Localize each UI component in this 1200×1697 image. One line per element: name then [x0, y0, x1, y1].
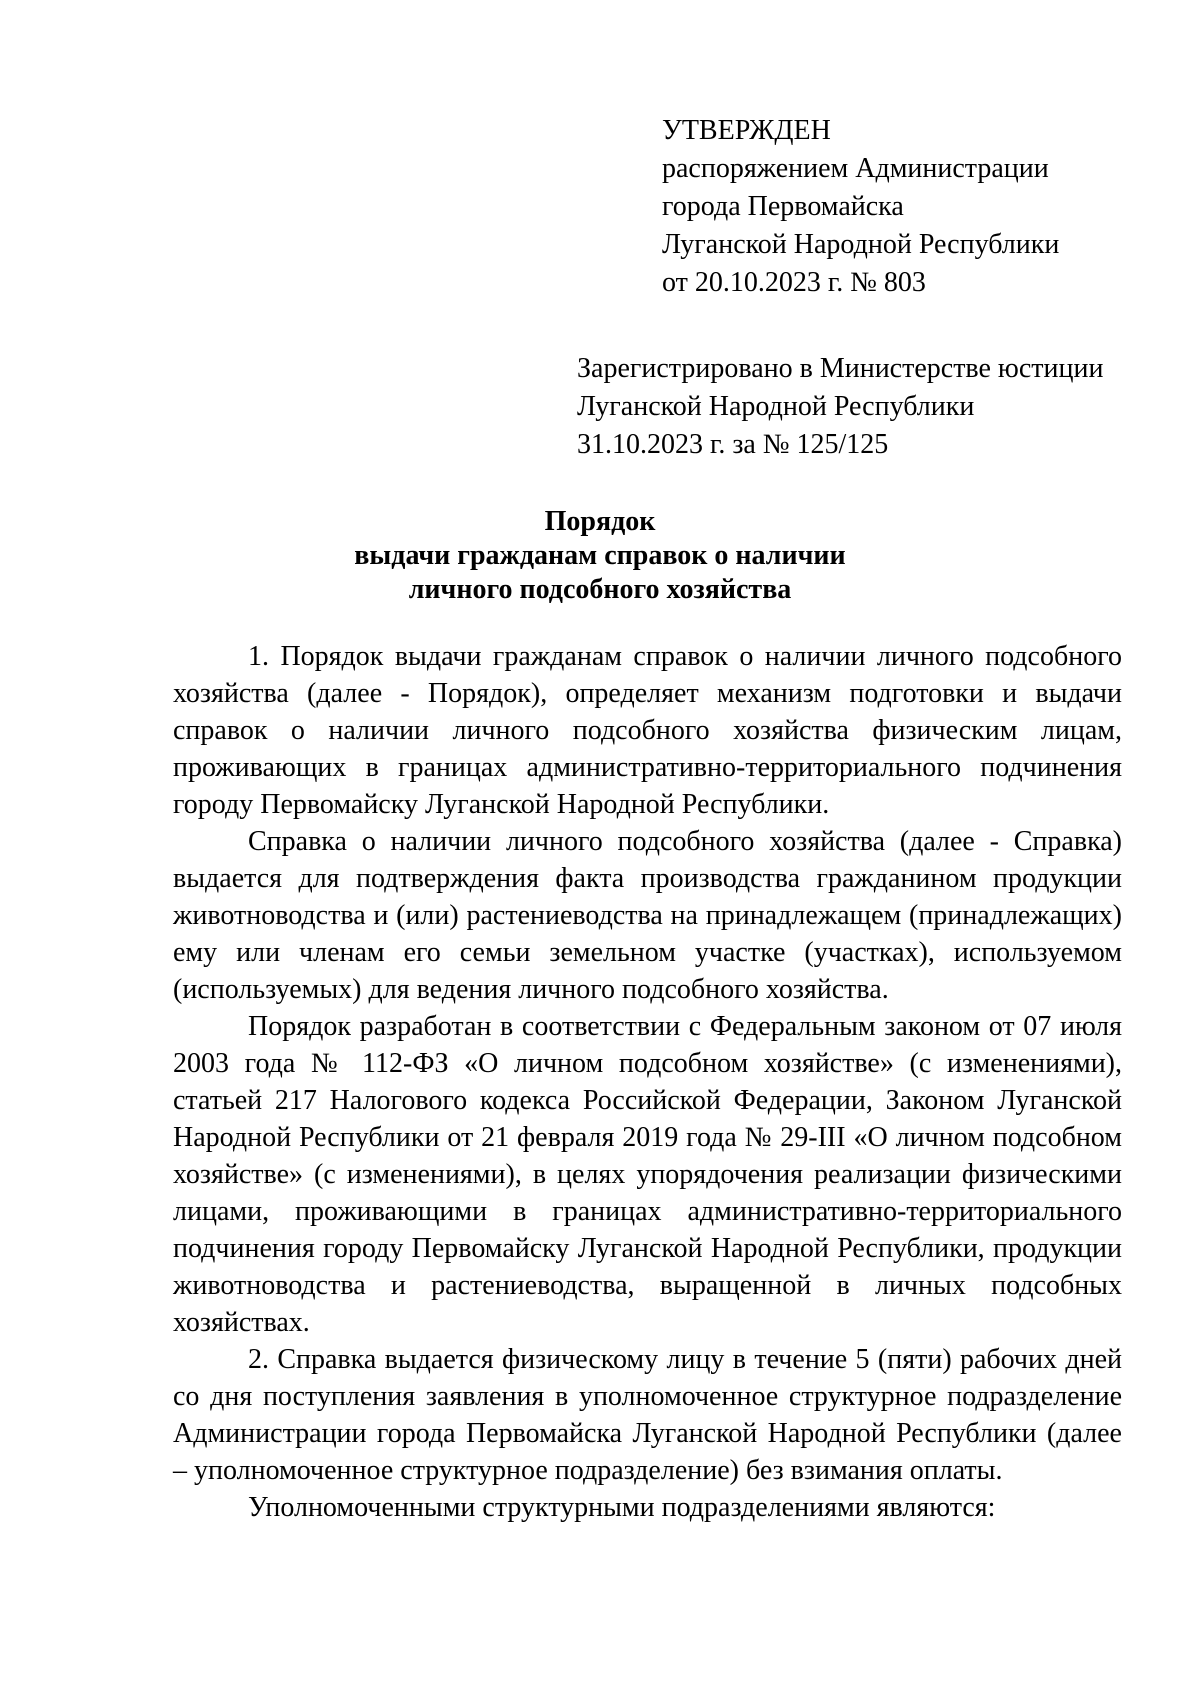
title-line-3: личного подсобного хозяйства — [408, 574, 792, 605]
approval-line-issuer: распоряжением Администрации — [662, 153, 1049, 184]
approval-line-status: УТВЕРЖДЕН — [662, 115, 831, 146]
approval-line-city: города Первомайска — [662, 191, 904, 222]
registration-line-ministry: Зарегистрировано в Министерстве юстиции — [577, 353, 1104, 384]
document-body — [173, 638, 1122, 1526]
title-line-1: Порядок — [544, 506, 656, 537]
approval-line-republic: Луганской Народной Республики — [662, 229, 1060, 260]
paragraph-4: 2. Справка выдается физическому лицу в течение 5 (пяти) рабочих дней со дня поступления заявления в уполномоченное структурное подразделение Администрации города Первомайска Луганской Народной Республики (далее – уполномоченное структурное подразделение) без взимания оплаты. — [173, 1344, 1122, 1486]
registration-line-republic: Луганской Народной Республики — [577, 391, 975, 422]
registration-line-date-number: 31.10.2023 г. за № 125/125 — [577, 429, 889, 460]
paragraph-1: 1. Порядок выдачи гражданам справок о наличии личного подсобного хозяйства (далее - Порядок), определяет механизм подготовки и выдачи справок о наличии личного подсобного хозяйства физическим лицам, проживающих в границах административно-территориального подчинения городу Первомайску Луганской Народной Республики. — [173, 641, 1122, 820]
title-line-2: выдачи гражданам справок о наличии — [354, 540, 846, 571]
paragraph-2: Справка о наличии личного подсобного хозяйства (далее - Справка) выдается для подтверждения факта производства гражданином продукции животноводства и (или) растениеводства на принадлежащем (принадлежащих) ему или членам его семьи земельном участке (участках), используемом (используемых) для ведения личного подсобного хозяйства. — [173, 826, 1122, 1005]
approval-line-date-number: от 20.10.2023 г. № 803 — [662, 267, 926, 298]
paragraph-3: Порядок разработан в соответствии с Федеральным законом от 07 июля 2003 года № 112-ФЗ «О личном подсобном хозяйстве» (с изменениями), статьей 217 Налогового кодекса Российской Федерации, Законом Луганской Народной Республики от 21 февраля 2019 года № 29-III «О личном подсобном хозяйстве» (с изменениями), в целях упорядочения реализации физическими лицами, проживающими в границах административно-территориального подчинения городу Первомайску Луганской Народной Республики, продукции животноводства и растениеводства, выращенной в личных подсобных хозяйствах. — [173, 1011, 1122, 1338]
document-title — [0, 505, 1200, 607]
approval-stamp-block — [662, 112, 1059, 302]
paragraph-5: Уполномоченными структурными подразделениями являются: — [248, 1492, 996, 1523]
registration-block — [577, 350, 1103, 464]
